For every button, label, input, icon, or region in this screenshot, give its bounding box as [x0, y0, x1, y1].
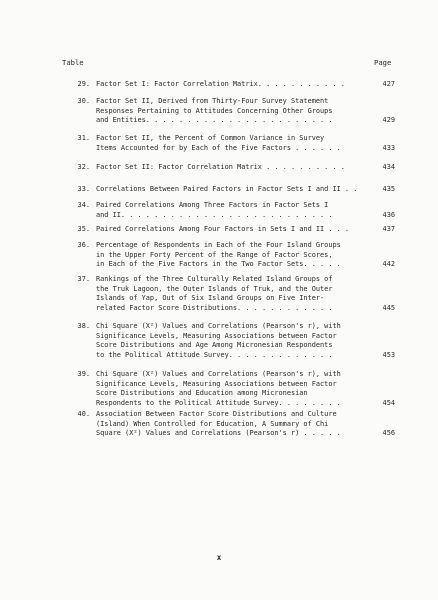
entry-title-line: Square (X²) Values and Correlations (Pearson's r) . . . . .	[96, 429, 341, 437]
entry-title-line: Association Between Factor Score Distributions and Culture	[96, 410, 337, 418]
entry-number: 38.	[77, 322, 90, 330]
entry-title-line: Correlations Between Paired Factors in Factor Sets I and II . .	[96, 185, 358, 193]
entry-title-line: Percentage of Respondents in Each of the Four Island Groups	[96, 241, 341, 249]
column-header-page: Page	[374, 58, 392, 67]
entry-page-number: 434	[382, 163, 395, 171]
entry-title	[96, 80, 372, 90]
entry-title-line: (Island) When Controlled for Education, A Summary of Chi	[96, 419, 329, 428]
column-header-table: Table	[62, 58, 84, 67]
entry-title	[96, 241, 372, 270]
entry-page-number: 435	[382, 185, 395, 193]
entry-title-line: and II. . . . . . . . . . . . . . . . . . . . . . . . . .	[96, 210, 333, 219]
entry-title-line: in the Upper Forty Percent of the Range of Factor Scores,	[96, 250, 333, 259]
entry-title	[96, 410, 372, 439]
entry-title-line: Paired Correlations Among Four Factors in Sets I and II . . .	[96, 225, 350, 233]
entry-title-line: Items Accounted for by Each of the Five Factors . . . . . .	[96, 143, 341, 152]
entry-number: 36.	[77, 241, 90, 249]
entry-title	[96, 201, 372, 220]
entry-number: 39.	[77, 370, 90, 378]
entry-number: 40.	[77, 410, 90, 418]
entry-title	[96, 322, 372, 360]
entry-page-number: 456	[382, 429, 395, 437]
entry-number: 35.	[77, 225, 90, 233]
entry-title-line: Score Distributions and Education among Micronesian	[96, 389, 308, 397]
entry-number: 37.	[77, 275, 90, 283]
entry-title-line: Chi Square (X²) Values and Correlations (Pearson's r), with	[96, 322, 341, 330]
entry-title	[96, 185, 372, 195]
entry-page-number: 436	[382, 210, 395, 219]
entry-page-number: 453	[382, 350, 395, 359]
entry-title-line: Significance Levels, Measuring Associations between Factor	[96, 379, 337, 388]
entry-title-line: Respondents to the Political Attitude Survey. . . . . . . .	[96, 398, 341, 407]
entry-page-number: 445	[382, 303, 395, 312]
entry-number: 31.	[77, 134, 90, 142]
entry-number: 33.	[77, 185, 90, 193]
entry-number: 32.	[77, 163, 90, 171]
entry-title	[96, 134, 372, 153]
entry-title-line: Factor Set II, Derived from Thirty-Four Survey Statement	[96, 97, 329, 105]
entry-number: 34.	[77, 201, 90, 209]
entry-page-number: 437	[382, 225, 395, 233]
entry-title-line: Islands of Yap, Out of Six Island Groups on Five Inter-	[96, 294, 325, 302]
page-number: x	[216, 553, 222, 562]
entry-title-line: to the Political Attitude Survey. . . . . . . . . . . . .	[96, 350, 333, 359]
entry-page-number: 429	[382, 116, 395, 124]
entry-title-line: Factor Set I: Factor Correlation Matrix. . . . . . . . . . .	[96, 80, 345, 88]
entry-number: 30.	[77, 97, 90, 105]
entry-title-line: in Each of the Five Factors in the Two Factor Sets. . . . .	[96, 260, 341, 268]
entry-title	[96, 163, 372, 173]
entry-title-line: the Truk Lagoon, the Outer Islands of Truk, and the Outer	[96, 284, 333, 293]
entry-title-line: related Factor Score Distributions. . . . . . . . . . . .	[96, 303, 333, 312]
entry-page-number: 454	[382, 398, 395, 407]
entry-title	[96, 225, 372, 235]
entry-title-line: Factor Set II: Factor Correlation Matrix . . . . . . . . . .	[96, 163, 345, 171]
entry-title-line: Score Distributions and Age Among Micronesian Respondents	[96, 341, 333, 349]
entry-page-number: 442	[382, 260, 395, 268]
entry-title-line: and Entities. . . . . . . . . . . . . . . . . . . . . . .	[96, 116, 333, 124]
entry-title-line: Chi Square (X²) Values and Correlations (Pearson's r), with	[96, 370, 341, 378]
entry-title-line: Paired Correlations Among Three Factors in Factor Sets I	[96, 201, 329, 209]
entry-title-line: Rankings of the Three Culturally Related Island Groups of	[96, 275, 333, 283]
entry-page-number: 427	[382, 80, 395, 88]
entry-title	[96, 370, 372, 408]
entry-title-line: Factor Set II, the Percent of Common Variance in Survey	[96, 134, 325, 142]
entry-page-number: 433	[382, 143, 395, 152]
entry-title	[96, 275, 372, 313]
entry-title-line: Significance Levels, Measuring Associations between Factor	[96, 331, 337, 340]
entry-title	[96, 97, 372, 126]
entry-number: 29.	[77, 80, 90, 88]
entry-title-line: Responses Pertaining to Attitudes Concerning Other Groups	[96, 106, 333, 115]
